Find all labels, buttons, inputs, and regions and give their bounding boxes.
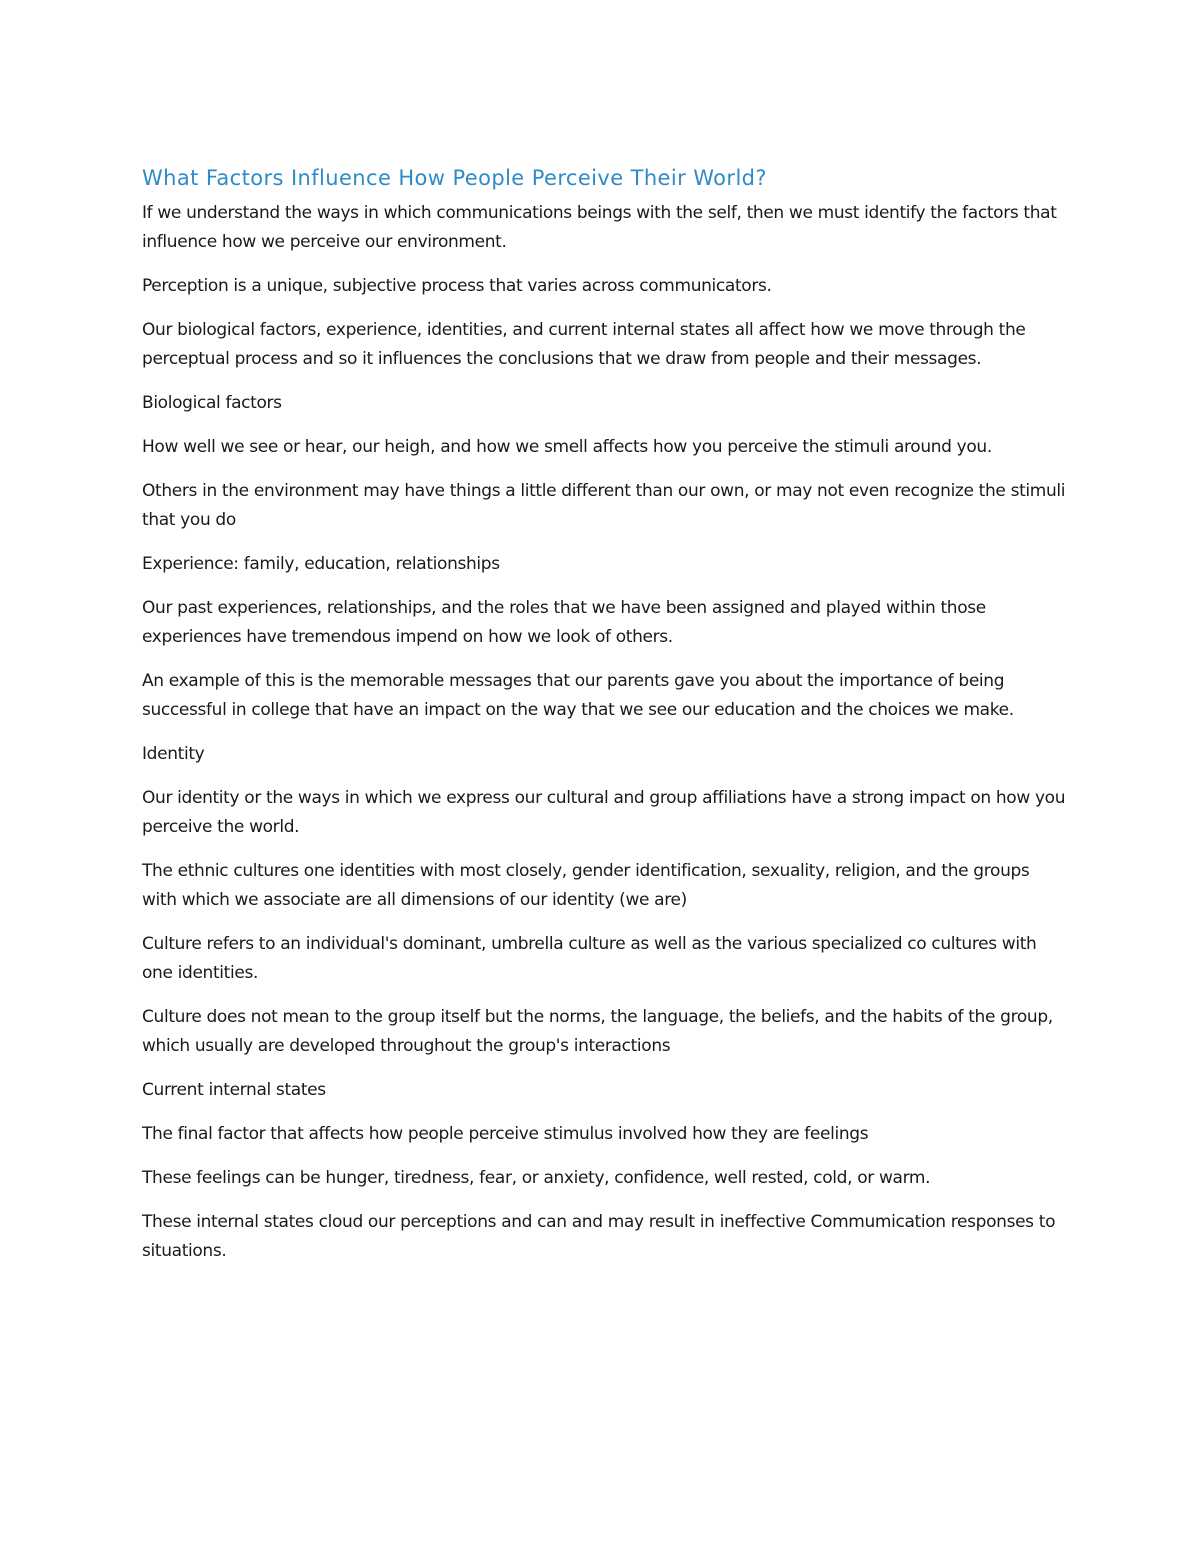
paragraph-experience-example: An example of this is the memorable messages that our parents gave you about the importance of being successful in college that have an impact on the way that we see our education and the choices we make. — [142, 671, 1014, 720]
paragraph-internal-final-factor: The final factor that affects how people perceive stimulus involved how they are feelings — [142, 1124, 869, 1144]
paragraph-perception: Perception is a unique, subjective process that varies across communicators. — [142, 276, 772, 296]
paragraph-identity-impact: Our identity or the ways in which we express our cultural and group affiliations have a strong impact on how you perceive the world. — [142, 788, 1066, 837]
subheading-identity: Identity — [142, 744, 205, 764]
paragraph-factors-overview: Our biological factors, experience, identities, and current internal states all affect how we move through the perceptual process and so it influences the conclusions that we draw from people and their messages. — [142, 320, 1026, 369]
paragraph-identity-dimensions: The ethnic cultures one identities with most closely, gender identification, sexuality, religion, and the groups with which we associate are all dimensions of our identity (we are) — [142, 861, 1030, 910]
subheading-experience: Experience: family, education, relationships — [142, 554, 500, 574]
document-body — [142, 163, 1067, 1281]
paragraph-intro: If we understand the ways in which communications beings with the self, then we must identify the factors that influence how we perceive our environment. — [142, 203, 1057, 252]
paragraph-biological-others: Others in the environment may have things a little different than our own, or may not even recognize the stimuli that you do — [142, 481, 1066, 530]
subheading-current-internal-states: Current internal states — [142, 1080, 326, 1100]
paragraph-internal-cloud: These internal states cloud our perceptions and can and may result in ineffective Commumication responses to situations. — [142, 1212, 1056, 1261]
paragraph-biological-senses: How well we see or hear, our heigh, and how we smell affects how you perceive the stimuli around you. — [142, 437, 992, 457]
document-heading: What Factors Influence How People Perceive Their World? — [142, 166, 767, 190]
paragraph-internal-feelings: These feelings can be hunger, tiredness, fear, or anxiety, confidence, well rested, cold, or warm. — [142, 1168, 931, 1188]
subheading-biological-factors: Biological factors — [142, 393, 282, 413]
paragraph-culture-norms: Culture does not mean to the group itself but the norms, the language, the beliefs, and the habits of the group, which usually are developed throughout the group's interactions — [142, 1007, 1053, 1056]
paragraph-culture-definition: Culture refers to an individual's dominant, umbrella culture as well as the various specialized co cultures with one identities. — [142, 934, 1037, 983]
paragraph-experience-past: Our past experiences, relationships, and the roles that we have been assigned and played within those experiences have tremendous impend on how we look of others. — [142, 598, 986, 647]
